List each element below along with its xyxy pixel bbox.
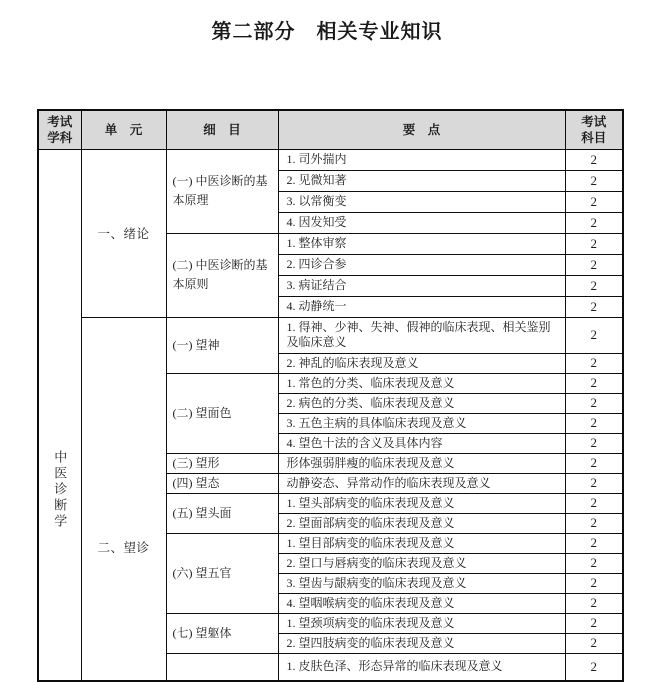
header-points <box>278 110 565 149</box>
score-cell: 2 <box>565 393 623 413</box>
score-cell: 2 <box>565 433 623 453</box>
detail-cell <box>166 149 278 233</box>
unit-cell <box>81 149 166 317</box>
point-cell: 1. 望头部病变的临床表现及意义 <box>278 493 565 513</box>
score-cell: 2 <box>565 170 623 191</box>
table-row <box>38 149 623 170</box>
unit-label: 二、望诊 <box>97 540 150 555</box>
score-cell: 2 <box>565 533 623 553</box>
point-cell: 形体强弱胖瘦的临床表现及意义 <box>278 453 565 473</box>
point-cell: 3. 病证结合 <box>278 275 565 296</box>
header-detail <box>166 110 278 149</box>
point-cell: 动静姿态、异常动作的临床表现及意义 <box>278 473 565 493</box>
detail-label: (四) 望态 <box>172 475 220 490</box>
detail-label: (一) 望神 <box>172 337 220 352</box>
header-exam-subject <box>38 110 81 149</box>
detail-cell <box>166 373 278 453</box>
subject-label: 中医诊断学 <box>52 449 68 530</box>
point-cell: 2. 望面部病变的临床表现及意义 <box>278 513 565 533</box>
point-cell: 4. 动静统一 <box>278 296 565 317</box>
point-cell: 3. 五色主病的具体临床表现及意义 <box>278 413 565 433</box>
detail-label: (七) 望躯体 <box>172 625 232 640</box>
point-cell: 2. 病色的分类、临床表现及意义 <box>278 393 565 413</box>
detail-cell <box>166 493 278 533</box>
header-label: 考试科目 <box>581 114 607 145</box>
detail-label: (一) 中医诊断的基本原理 <box>172 174 268 207</box>
point-cell: 1. 望颈项病变的临床表现及意义 <box>278 613 565 633</box>
score-cell: 2 <box>565 613 623 633</box>
point-cell: 2. 望四肢病变的临床表现及意义 <box>278 633 565 653</box>
score-cell: 2 <box>565 212 623 233</box>
header-label: 要 点 <box>402 122 441 137</box>
point-cell: 3. 望齿与龈病变的临床表现及意义 <box>278 573 565 593</box>
detail-label: (二) 中医诊断的基本原则 <box>172 258 268 291</box>
table-row <box>38 317 623 353</box>
header-label: 考试学科 <box>47 114 73 145</box>
score-cell: 2 <box>565 513 623 533</box>
page-title: 第二部分 相关专业知识 <box>211 21 443 43</box>
point-cell: 3. 以常衡变 <box>278 191 565 212</box>
score-cell: 2 <box>565 296 623 317</box>
point-cell: 1. 望目部病变的临床表现及意义 <box>278 533 565 553</box>
header-label: 单 元 <box>104 122 143 137</box>
score-cell: 2 <box>565 254 623 275</box>
detail-label: (三) 望形 <box>172 455 220 470</box>
score-cell: 2 <box>565 593 623 613</box>
detail-cell <box>166 233 278 317</box>
subject-cell <box>38 149 81 681</box>
point-cell: 1. 常色的分类、临床表现及意义 <box>278 373 565 393</box>
detail-cell <box>166 653 278 681</box>
header-label: 细 目 <box>203 122 241 137</box>
score-cell: 2 <box>565 353 623 373</box>
detail-cell <box>166 473 278 493</box>
header-row <box>38 110 623 149</box>
detail-label: (六) 望五官 <box>172 565 232 580</box>
point-cell: 1. 得神、少神、失神、假神的临床表现、相关鉴别及临床意义 <box>278 317 565 353</box>
point-cell: 1. 皮肤色泽、形态异常的临床表现及意义 <box>278 653 565 681</box>
detail-label: (五) 望头面 <box>172 505 232 520</box>
point-cell: 2. 见微知著 <box>278 170 565 191</box>
point-cell: 4. 望咽喉病变的临床表现及意义 <box>278 593 565 613</box>
detail-cell <box>166 613 278 653</box>
header-exam-section <box>565 110 623 149</box>
score-cell: 2 <box>565 317 623 353</box>
score-cell: 2 <box>565 275 623 296</box>
detail-label: (二) 望面色 <box>172 405 232 420</box>
unit-label: 一、绪论 <box>97 227 150 241</box>
detail-cell <box>166 317 278 373</box>
score-cell: 2 <box>565 553 623 573</box>
score-cell: 2 <box>565 373 623 393</box>
score-cell: 2 <box>565 573 623 593</box>
point-cell: 1. 司外揣内 <box>278 149 565 170</box>
point-cell: 2. 四诊合参 <box>278 254 565 275</box>
detail-cell <box>166 453 278 473</box>
point-cell: 2. 望口与唇病变的临床表现及意义 <box>278 553 565 573</box>
header-unit <box>81 110 166 149</box>
score-cell: 2 <box>565 473 623 493</box>
point-cell: 4. 望色十法的含义及具体内容 <box>278 433 565 453</box>
score-cell: 2 <box>565 191 623 212</box>
score-cell: 2 <box>565 653 623 681</box>
detail-cell <box>166 533 278 613</box>
point-cell: 1. 整体审察 <box>278 233 565 254</box>
point-cell: 2. 神乱的临床表现及意义 <box>278 353 565 373</box>
point-cell: 4. 因发知受 <box>278 212 565 233</box>
syllabus-table <box>37 109 624 682</box>
score-cell: 2 <box>565 493 623 513</box>
score-cell: 2 <box>565 149 623 170</box>
score-cell: 2 <box>565 453 623 473</box>
score-cell: 2 <box>565 413 623 433</box>
score-cell: 2 <box>565 233 623 254</box>
unit-cell <box>81 317 166 681</box>
score-cell: 2 <box>565 633 623 653</box>
